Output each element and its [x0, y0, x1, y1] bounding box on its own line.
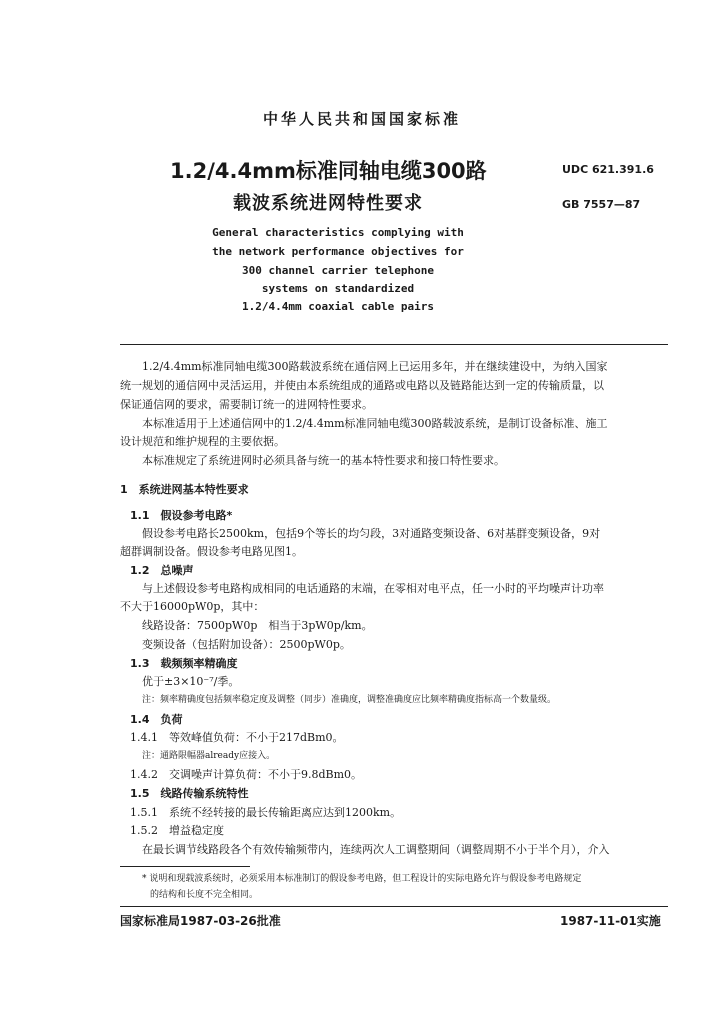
subsection-heading: 1.2 总噪声: [130, 564, 194, 577]
body-line: 本标准规定了系统进网时必须具备与统一的基本特性要求和接口特性要求。: [142, 454, 505, 467]
subsection-heading: 1.3 载频频率精确度: [130, 657, 238, 670]
english-title-line: 1.2/4.4mm coaxial cable pairs: [241, 300, 435, 313]
approval-date: 国家标准局1987-03-26批准: [120, 914, 281, 928]
body-line: 线路设备：7500pW0p 相当于3pW0p/km。: [142, 619, 373, 632]
gb-number: GB 7557—87: [562, 198, 641, 211]
body-line: 优于±3×10⁻⁷/季。: [142, 675, 240, 688]
section-heading: 1 系统进网基本特性要求: [120, 483, 249, 496]
body-line: 1.4.1 等效峰值负荷：不小于217dBm0。: [130, 731, 344, 744]
english-title-line: 300 channel carrier telephone: [241, 264, 435, 277]
body-line: 假设参考电路长2500km，包括9个等长的均匀段，3对通路变频设备、6对基群变频设备，9对: [142, 527, 601, 540]
english-title-line: General characteristics complying with: [212, 226, 464, 239]
footnote-line: 的结构和长度不完全相同。: [150, 890, 259, 900]
body-line: 在最长调节线路段各个有效传输频带内，连续两次人工调整期间（调整周期不小于半个月），介入: [142, 843, 610, 856]
subsection-heading: 1.4 负荷: [130, 713, 183, 726]
body-line: 不大于16000pW0p，其中：: [120, 600, 265, 613]
body-line: 与上述假设参考电路构成相同的电话通路的末端，在零相对电平点，任一小时的平均噪声计功率: [142, 582, 604, 595]
english-title-line: systems on standardized: [261, 282, 415, 295]
title-line-1: 1.2/4.4mm标准同轴电缆300路: [170, 159, 487, 183]
title-divider: [120, 344, 668, 345]
note-line: 注：频率精确度包括频率稳定度及调整（同步）准确度，调整准确度应比频率精确度指标高一个数量级。: [142, 695, 557, 705]
body-line: 1.4.2 交调噪声计算负荷：不小于9.8dBm0。: [130, 768, 363, 781]
body-line: 设计规范和维护规程的主要依据。: [120, 435, 285, 448]
body-line: 保证通信网的要求，需要制订统一的进网特性要求。: [120, 398, 373, 411]
title-line-2: 载波系统进网特性要求: [233, 193, 423, 214]
udc-number: UDC 621.391.6: [562, 163, 654, 176]
footnote-divider: [120, 866, 250, 867]
english-title-line: the network performance objectives for: [212, 245, 464, 258]
subsection-heading: 1.5 线路传输系统特性: [130, 787, 249, 800]
body-line: 1.5.2 增益稳定度: [130, 824, 224, 837]
body-line: 变频设备（包括附加设备）：2500pW0p。: [142, 638, 351, 651]
effective-date: 1987-11-01实施: [560, 914, 661, 928]
footer-divider: [120, 906, 668, 907]
body-line: 超群调制设备。假设参考电路见图1。: [120, 545, 303, 558]
body-line: 统一规划的通信网中灵活运用，并使由本系统组成的通路或电路以及链路能达到一定的传输质量，以: [120, 379, 604, 392]
subsection-heading: 1.1 假设参考电路*: [130, 509, 233, 522]
standard-header: 中华人民共和国国家标准: [262, 110, 461, 128]
body-line: 1.5.1 系统不经转接的最长传输距离应达到1200km。: [130, 806, 402, 819]
footnote-line: * 说明和现载波系统时，必须采用本标准制订的假设参考电路，但工程设计的实际电路允许与假设参考电路规定: [142, 874, 582, 884]
body-line: 本标准适用于上述通信网中的1.2/4.4mm标准同轴电缆300路载波系统，是制订设备标准、施工: [142, 417, 608, 430]
body-line: 1.2/4.4mm标准同轴电缆300路载波系统在通信网上已运用多年，并在继续建设中，为纳入国家: [142, 360, 608, 373]
note-line: 注：通路限幅器already应接入。: [142, 751, 276, 761]
